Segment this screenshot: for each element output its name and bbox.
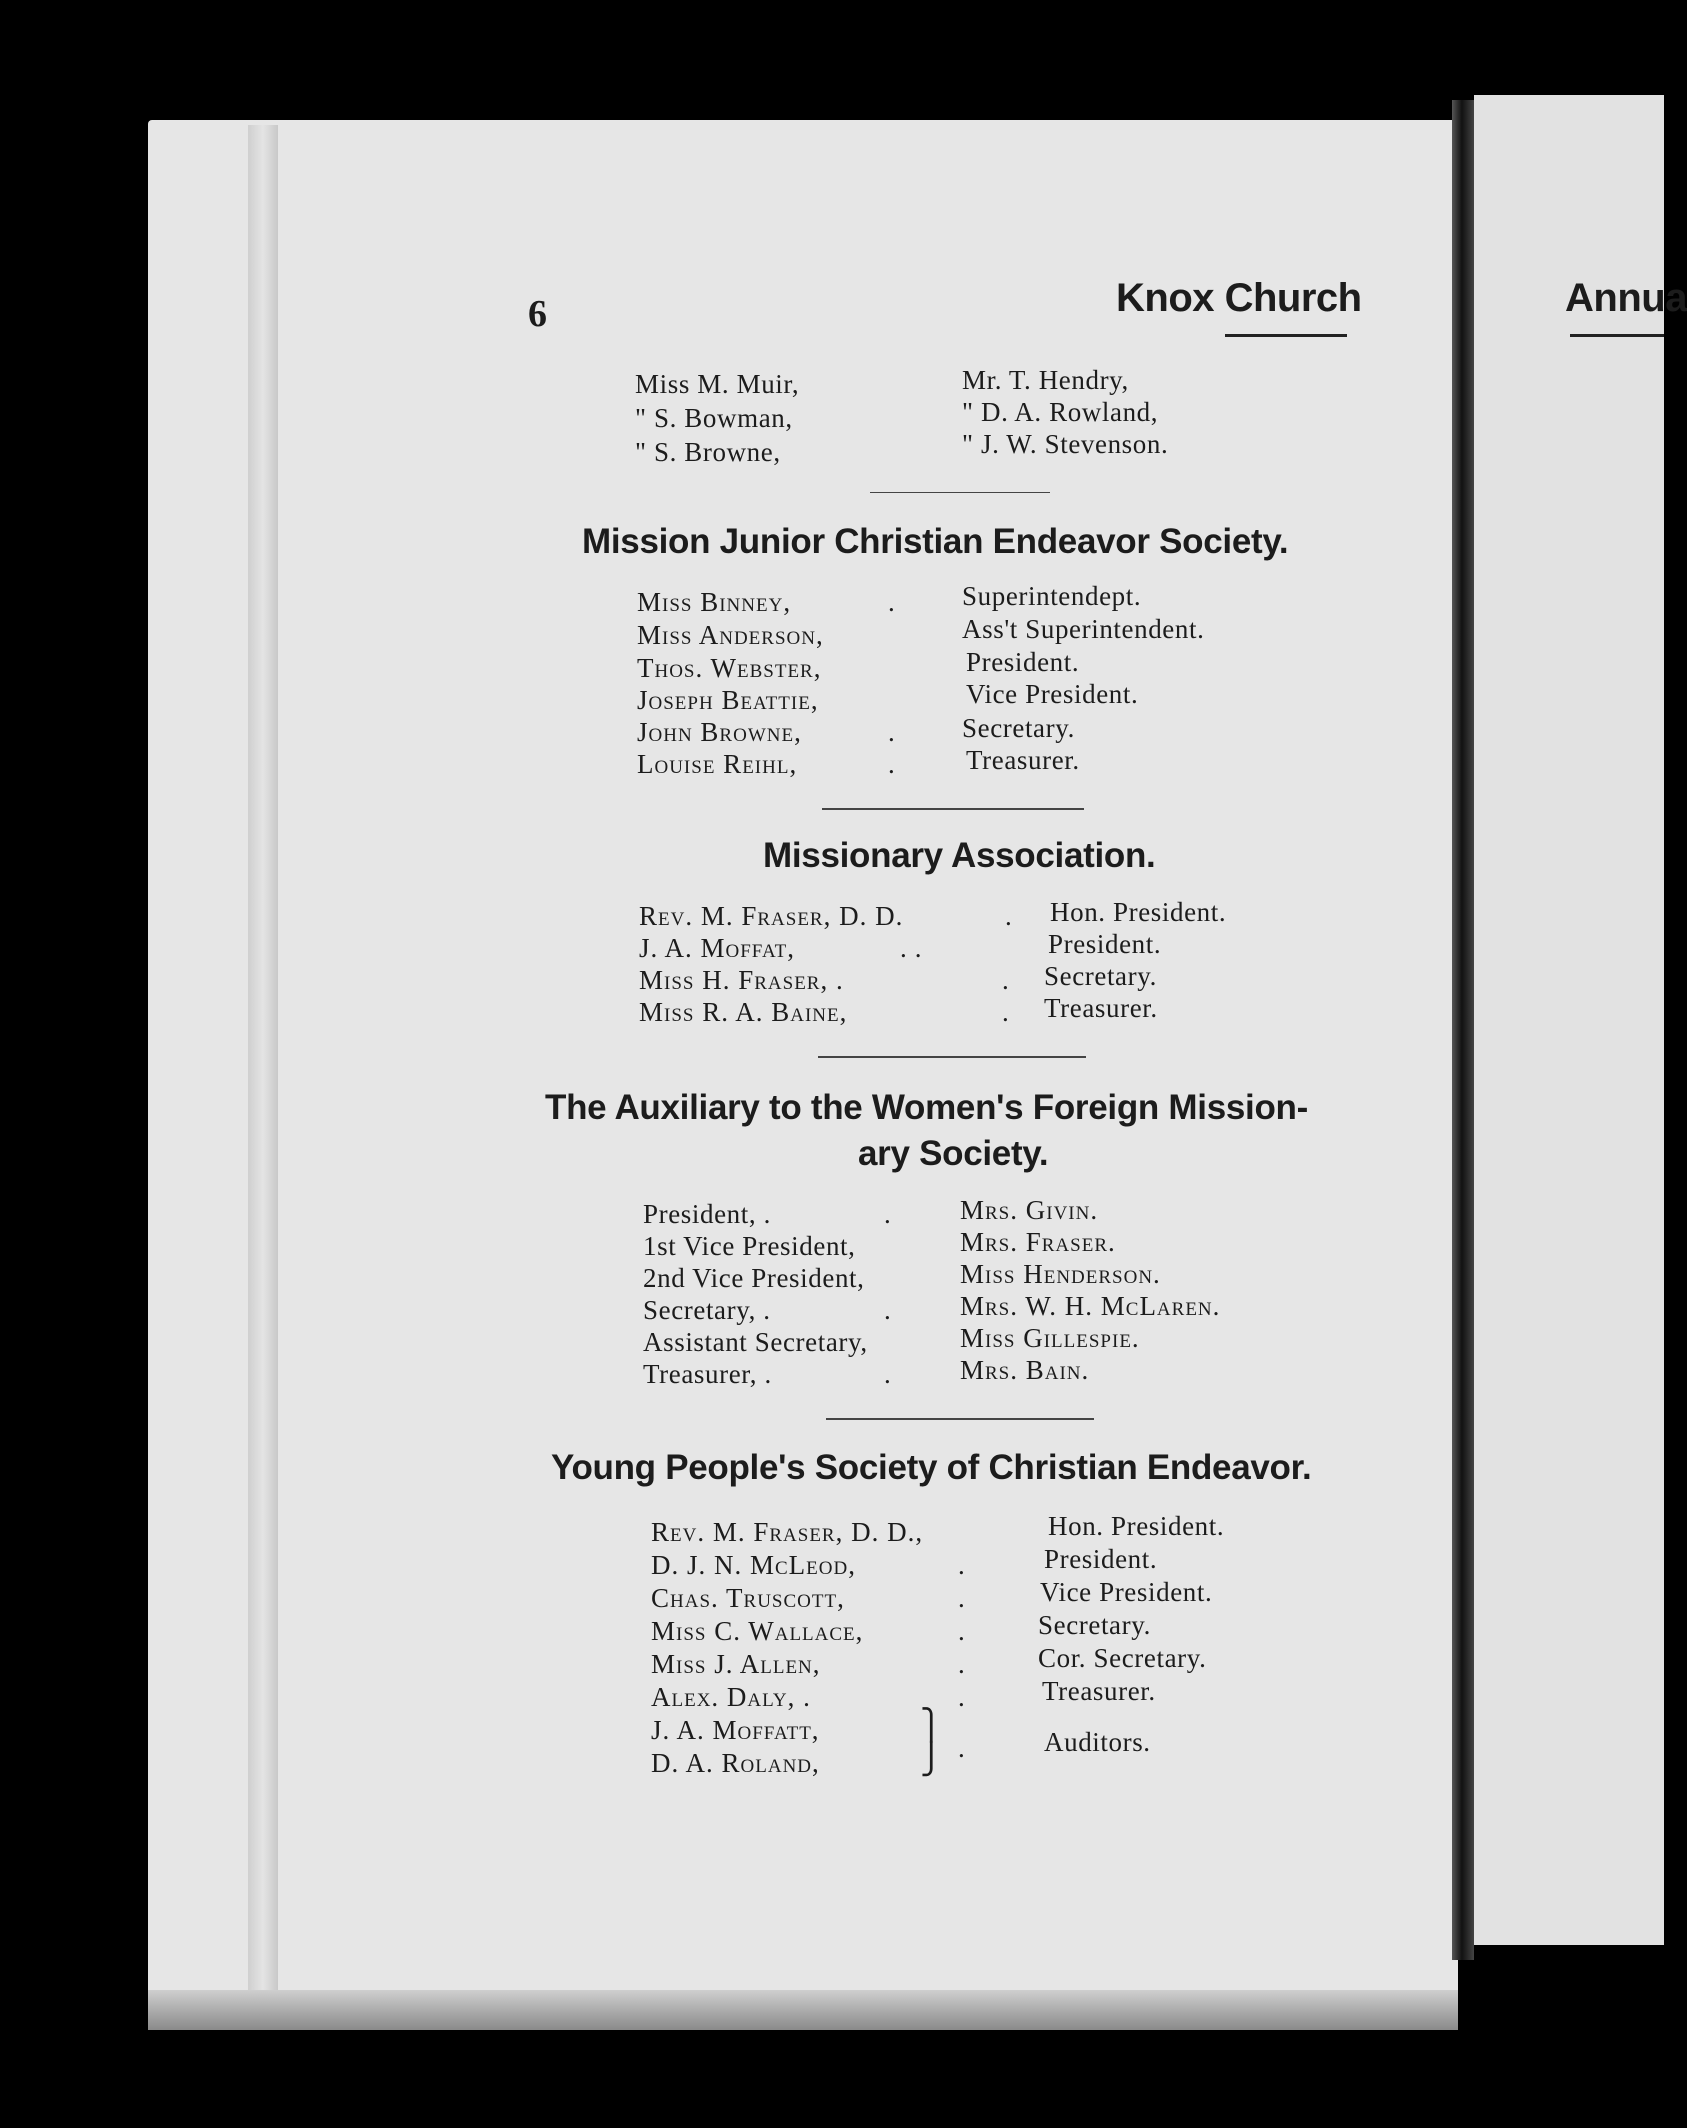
binding-gutter [248, 125, 278, 2025]
officer-name: Miss C. Wallace, [651, 1616, 864, 1646]
auditor-name: J. A. Moffatt, [651, 1715, 820, 1745]
leader-dot: . [888, 749, 896, 779]
officer-name: Rev. M. Fraser, D. D., [651, 1517, 924, 1547]
committee-left-1: Miss M. Muir, [635, 369, 800, 399]
leader-dot: . [1002, 965, 1010, 995]
officer-title: Treasurer. [1044, 993, 1158, 1023]
leader-dot: . [888, 717, 896, 747]
officer-name: Mrs. Bain. [960, 1355, 1090, 1385]
officer-title: President, . [643, 1199, 771, 1229]
officer-name: Miss Anderson, [637, 620, 824, 650]
officer-name: Joseph Beattie, [637, 685, 819, 715]
officer-title: Secretary. [1038, 1610, 1151, 1640]
officer-title: Secretary. [962, 713, 1075, 743]
section-title: Mission Junior Christian Endeavor Society. [582, 522, 1289, 561]
officer-title: Treasurer, . [643, 1359, 772, 1389]
leader-dot: . [958, 1682, 966, 1712]
right-page-head-rule [1570, 334, 1664, 337]
section-title: Missionary Association. [763, 836, 1156, 875]
officer-title: Treasurer. [1042, 1676, 1156, 1706]
section-title-line1: The Auxiliary to the Women's Foreign Mission- [545, 1088, 1308, 1127]
officer-name: J. A. Moffat, [639, 933, 795, 963]
leader-dot: . [958, 1550, 966, 1580]
page-number: 6 [528, 293, 547, 335]
brace-top: ⎫ [920, 1709, 943, 1742]
right-page [1474, 95, 1664, 1945]
brace-bottom: ⎭ [920, 1743, 943, 1776]
leader-dot: . [888, 587, 896, 617]
leader-dot: . . [900, 933, 923, 963]
leader-dot: . [884, 1295, 892, 1325]
officer-title: President. [1048, 929, 1162, 959]
officer-name: Mrs. Fraser. [960, 1227, 1116, 1257]
officer-title: Secretary, . [643, 1295, 771, 1325]
officer-name: Rev. M. Fraser, D. D. [639, 901, 904, 931]
committee-right-2: " D. A. Rowland, [962, 397, 1159, 427]
officer-title: Treasurer. [966, 745, 1080, 775]
leader-dot: . [958, 1583, 966, 1613]
right-page-head: Annua [1565, 276, 1687, 320]
officer-name: Miss J. Allen, [651, 1649, 821, 1679]
officer-title: Hon. President. [1048, 1511, 1225, 1541]
leader-dot: . [884, 1199, 892, 1229]
officer-title: Auditors. [1044, 1727, 1151, 1757]
leader-dot: . [1005, 901, 1013, 931]
section-title-line2: ary Society. [858, 1134, 1049, 1173]
page-fold [1452, 100, 1474, 1960]
officer-title: Superintendept. [962, 581, 1142, 611]
leader-dot: . [1002, 997, 1010, 1027]
leader-dot: . [958, 1616, 966, 1646]
officer-name: Mrs. W. H. McLaren. [960, 1291, 1221, 1321]
officer-title: President. [1044, 1544, 1158, 1574]
officer-title: 2nd Vice President, [643, 1263, 865, 1293]
officer-title: Secretary. [1044, 961, 1157, 991]
section-divider [822, 808, 1084, 810]
officer-name: Thos. Webster, [637, 653, 822, 683]
section-title: Young People's Society of Christian Endeavor. [551, 1448, 1312, 1487]
auditor-name: D. A. Roland, [651, 1748, 820, 1778]
running-head-rule [1225, 334, 1347, 337]
officer-name: D. J. N. McLeod, [651, 1550, 856, 1580]
committee-left-2: " S. Bowman, [635, 403, 793, 433]
section-divider [870, 492, 1050, 493]
page-bottom-shadow [148, 1990, 1458, 2030]
officer-name: Miss Henderson. [960, 1259, 1161, 1289]
officer-name: Louise Reihl, [637, 749, 798, 779]
committee-right-3: " J. W. Stevenson. [962, 429, 1169, 459]
officer-title: President. [966, 647, 1080, 677]
officer-title: Cor. Secretary. [1038, 1643, 1207, 1673]
leader-dot: . [958, 1649, 966, 1679]
section-divider [826, 1418, 1094, 1420]
officer-title: Ass't Superintendent. [962, 614, 1205, 644]
leader-dot: . [884, 1359, 892, 1389]
officer-title: Hon. President. [1050, 897, 1227, 927]
running-head: Knox Church [1116, 276, 1362, 320]
officer-name: Miss Gillespie. [960, 1323, 1140, 1353]
officer-name: Miss H. Fraser, . [639, 965, 844, 995]
officer-name: John Browne, [637, 717, 802, 747]
officer-name: Miss Binney, [637, 587, 792, 617]
officer-title: Vice President. [966, 679, 1139, 709]
officer-name: Miss R. A. Baine, [639, 997, 848, 1027]
officer-name: Alex. Daly, . [651, 1682, 811, 1712]
officer-title: 1st Vice President, [643, 1231, 856, 1261]
leader-dot: . [958, 1733, 966, 1763]
officer-name: Mrs. Givin. [960, 1195, 1099, 1225]
committee-left-3: " S. Browne, [635, 437, 781, 467]
section-divider [818, 1056, 1086, 1058]
officer-name: Chas. Truscott, [651, 1583, 845, 1613]
officer-title: Assistant Secretary, [643, 1327, 868, 1357]
committee-right-1: Mr. T. Hendry, [962, 365, 1129, 395]
officer-title: Vice President. [1040, 1577, 1213, 1607]
